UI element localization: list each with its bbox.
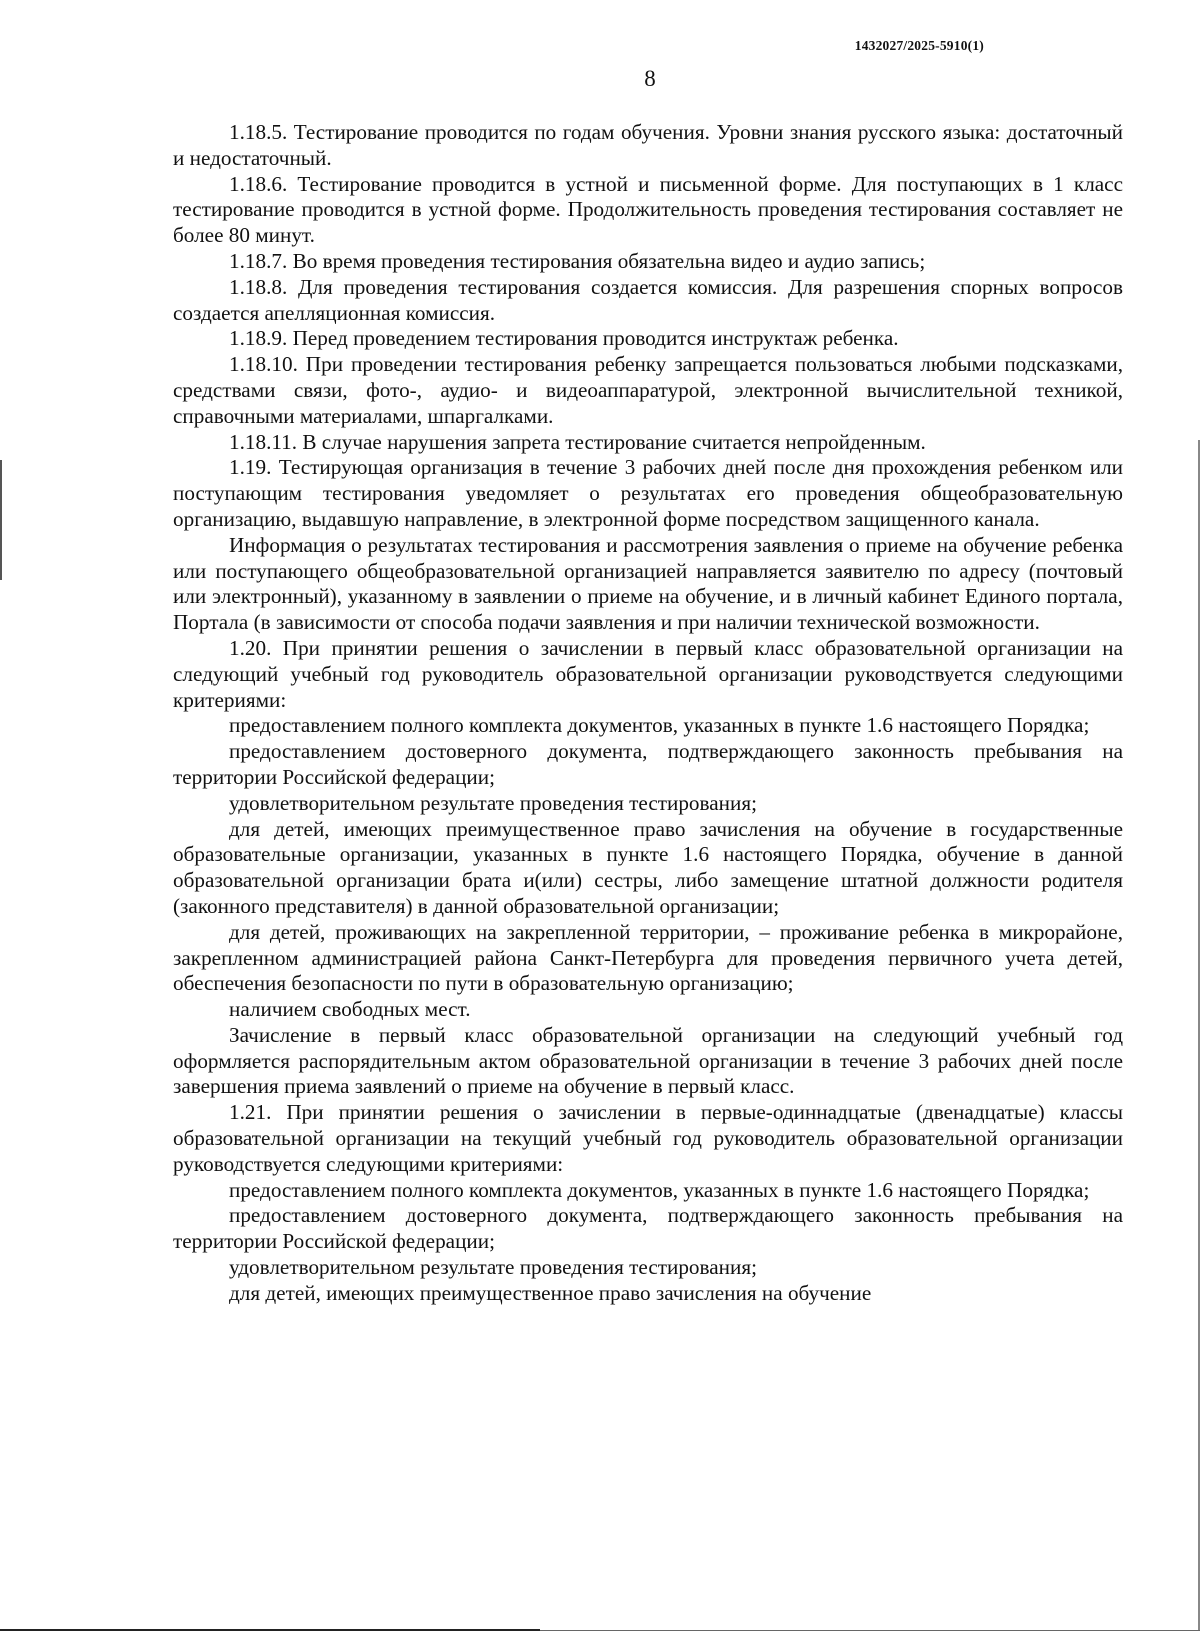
paragraph-enrollment-act: Зачисление в первый класс образовательной организации на следующий учебный год оформляется распорядительным актом образовательной организации в течение 3 рабочих дней после завершения приема заявлений о приеме на обучение в первый класс.: [173, 1022, 1123, 1099]
paragraph-1-18-7: 1.18.7. Во время проведения тестирования обязательна видео и аудио запись;: [229, 248, 926, 273]
paragraph-1-18-10: 1.18.10. При проведении тестирования ребенку запрещается пользоваться любыми подсказками, средствами связи, фото-, аудио- и видеоаппаратурой, электронной вычислительной техникой, справочными материалами, шпаргалками.: [173, 352, 1123, 428]
paragraph-1-18-6: 1.18.6. Тестирование проводится в устной и письменной форме. Для поступающих в 1 класс тестирование проводится в устной форме. Продолжительность проведения тестирования составляет не более 80 минут.: [173, 171, 1123, 248]
criterion-assigned-territory: для детей, проживающих на закрепленной территории, – проживание ребенка в микрорайоне, закрепленном администрацией района Санкт-Петербурга для проведения первичного учета детей, обеспечения безопасности по пути в образовательную организацию;: [173, 919, 1123, 996]
criterion-test-result-2: удовлетворительном результате проведения тестирования;: [229, 1255, 757, 1280]
criterion-full-documents-2: предоставлением полного комплекта документов, указанных в пункте 1.6 настоящего Порядка;: [229, 1177, 1090, 1202]
scan-line-bottom-faint: [540, 1630, 1200, 1631]
criterion-preferential-right-2: для детей, имеющих преимущественное право зачисления на обучение: [229, 1280, 872, 1305]
paragraph-1-20: 1.20. При принятии решения о зачислении в первый класс образовательной организации на следующий учебный год руководитель образовательной организации руководствуется следующими критериями:: [173, 635, 1123, 712]
scan-edge-left: [0, 460, 2, 580]
paragraph-1-19: 1.19. Тестирующая организация в течение 3 рабочих дней после дня прохождения ребенком или поступающим тестирования уведомляет о результатах его проведения общеобразовательную организацию, выдавшую направление, в электронной форме посредством защищенного канала.: [173, 455, 1123, 531]
paragraph-1-18-9: 1.18.9. Перед проведением тестирования проводится инструктаж ребенка.: [229, 326, 899, 351]
criterion-legal-stay-document: предоставлением достоверного документа, подтверждающего законность пребывания на территории Российской федерации;: [173, 739, 1123, 789]
criterion-full-documents: предоставлением полного комплекта документов, указанных в пункте 1.6 настоящего Порядка;: [229, 713, 1090, 738]
criterion-legal-stay-document-2: предоставлением достоверного документа, подтверждающего законность пребывания на территории Российской федерации;: [173, 1203, 1123, 1254]
document-registration-number: 1432027/2025-5910(1): [854, 38, 984, 53]
criterion-test-result: удовлетворительном результате проведения тестирования;: [229, 790, 757, 815]
paragraph-1-18-5: 1.18.5. Тестирование проводится по годам обучения. Уровни знания русского языка: достаточный и недостаточный.: [173, 120, 1123, 170]
criterion-free-places: наличием свободных мест.: [229, 997, 471, 1022]
page-number: 8: [644, 66, 656, 91]
document-body: [173, 120, 1123, 1307]
paragraph-1-18-11: 1.18.11. В случае нарушения запрета тестирование считается непройденным.: [229, 429, 926, 454]
scan-line-bottom: [0, 1629, 540, 1631]
paragraph-1-18-8: 1.18.8. Для проведения тестирования создается комиссия. Для разрешения спорных вопросов создается апелляционная комиссия.: [173, 274, 1123, 325]
paragraph-results-info: Информация о результатах тестирования и рассмотрения заявления о приеме на обучение ребенка или поступающего общеобразовательной организацией направляется заявителю по адресу (почтовый или электронный), указанному в заявлении о приеме на обучение, и в личный кабинет Единого портала, Портала (в зависимости от способа подачи заявления и при наличии технической возможности.: [173, 532, 1123, 635]
criterion-preferential-right: для детей, имеющих преимущественное право зачисления на обучение в государственные образовательные организации, указанных в пункте 1.6 настоящего Порядка, обучение в данной образовательной организации брата и(или) сестры, либо замещение штатной должности родителя (законного представителя) в данной образовательной организации;: [173, 816, 1123, 918]
paragraph-1-21: 1.21. При принятии решения о зачислении в первые-одиннадцатые (двенадцатые) классы образовательной организации на текущий учебный год руководитель образовательной организации руководствуется следующими критериями:: [173, 1100, 1123, 1176]
